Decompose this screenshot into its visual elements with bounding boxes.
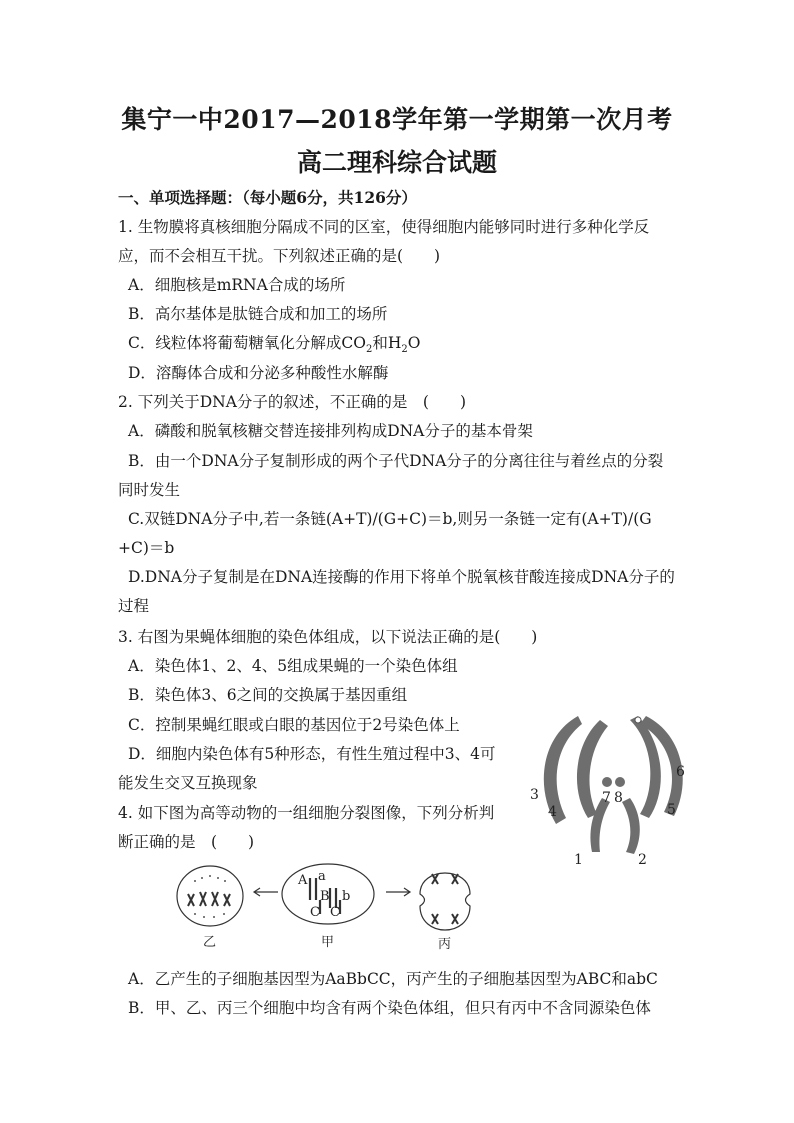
q2-option-d-line2: 过程 <box>118 597 150 615</box>
q3-option-d-line2: 能发生交叉互换现象 <box>118 774 258 792</box>
exam-subtitle: 高二理科综合试题 <box>296 148 497 177</box>
chrom-label-4: 4 <box>548 804 557 820</box>
gene-b: b <box>342 889 351 904</box>
q4-option-b: B．甲、乙、丙三个细胞中均含有两个染色体组，但只有丙中不含同源染色体 <box>128 999 651 1017</box>
chrom-label-2: 2 <box>638 852 647 868</box>
chromosome-2 <box>622 798 640 854</box>
label-yi: 乙 <box>203 935 217 950</box>
q2-option-c-line2: +C)＝b <box>118 539 175 557</box>
arrow-left <box>254 888 278 896</box>
q2-option-b-line1: B．由一个DNA分子复制形成的两个子代DNA分子的分离往往与着丝点的分裂 <box>128 452 664 470</box>
label-jia: 甲 <box>321 935 335 950</box>
q1-option-c: C．线粒体将葡萄糖氧化分解成$CO_2$和$H_2O$ <box>128 334 421 356</box>
gene-A: A <box>298 873 308 888</box>
q1-option-d: D．溶酶体合成和分泌多种酸性水解酶 <box>128 364 389 382</box>
q3-stem: 3. 右图为果蝇体细胞的染色体组成，以下说法正确的是( ) <box>118 628 538 646</box>
arrow-right <box>386 888 410 896</box>
q2-option-c-line1: C.双链DNA分子中,若一条链(A+T)/(G+C)＝b,则另一条链一定有(A+T)/(G <box>128 510 652 528</box>
q3-option-c: C．控制果蝇红眼或白眼的基因位于2号染色体上 <box>128 716 460 734</box>
q2-option-d-line1: D.DNA分子复制是在DNA连接酶的作用下将单个脱氧核苷酸连接成DNA分子的 <box>128 568 675 586</box>
chromosome-7 <box>602 777 612 787</box>
cell-yi-spindle-dots <box>194 875 226 918</box>
chrom-label-1: 1 <box>574 852 583 868</box>
q2-option-b-line2: 同时发生 <box>118 481 181 499</box>
q2-stem: 2. 下列关于DNA分子的叙述，不正确的是 ( ) <box>118 393 466 411</box>
chrom-label-6: 6 <box>676 764 685 780</box>
gene-B: B <box>320 889 330 904</box>
q1-option-b: B．高尔基体是肽链合成和加工的场所 <box>128 305 388 323</box>
gene-C-left: C <box>310 905 320 920</box>
q4-stem-line2: 断正确的是 ( ) <box>118 833 255 851</box>
exam-title: 集宁一中2017—2018学年第一学期第一次月考 <box>121 105 673 134</box>
gene-C-right: C <box>330 905 340 920</box>
cell-bing-chromosomes <box>432 874 458 924</box>
cell-yi-chromosomes <box>188 892 230 906</box>
chrom-label-3: 3 <box>530 787 539 803</box>
section-heading: 一、单项选择题：（每小题6分，共126分） <box>118 188 417 207</box>
drosophila-chromosome-figure <box>522 706 702 876</box>
q1-option-a: A．细胞核是mRNA合成的场所 <box>128 276 346 294</box>
q3-option-b: B．染色体3、6之间的交换属于基因重组 <box>128 686 408 704</box>
q4-option-a: A．乙产生的子细胞基因型为AaBbCC，丙产生的子细胞基因型为ABC和abC <box>128 970 658 988</box>
q2-option-a: A．磷酸和脱氧核糖交替连接排列构成DNA分子的基本骨架 <box>128 422 533 440</box>
label-bing: 丙 <box>438 937 452 952</box>
chromosome-8 <box>615 777 625 787</box>
gene-a: a <box>318 869 326 884</box>
q1-stem-line1: 1. 生物膜将真核细胞分隔成不同的区室，使得细胞内能够同时进行多种化学反 <box>118 218 650 236</box>
chrom-label-8: 8 <box>614 790 623 806</box>
chrom-label-7: 7 <box>602 790 611 806</box>
q4-stem-line1: 4. 如下图为高等动物的一组细胞分裂图像，下列分析判 <box>118 804 495 822</box>
q1-stem-line2: 应，而不会相互干扰。下列叙述正确的是( ) <box>118 247 441 265</box>
cell-bing <box>420 873 470 930</box>
q3-option-d-line1: D．细胞内染色体有5种形态，有性生殖过程中3、4可 <box>128 745 496 763</box>
cell-division-figure <box>170 856 480 956</box>
chrom-label-5: 5 <box>667 802 676 818</box>
q3-option-a: A．染色体1、2、4、5组成果蝇的一个染色体组 <box>128 657 458 675</box>
